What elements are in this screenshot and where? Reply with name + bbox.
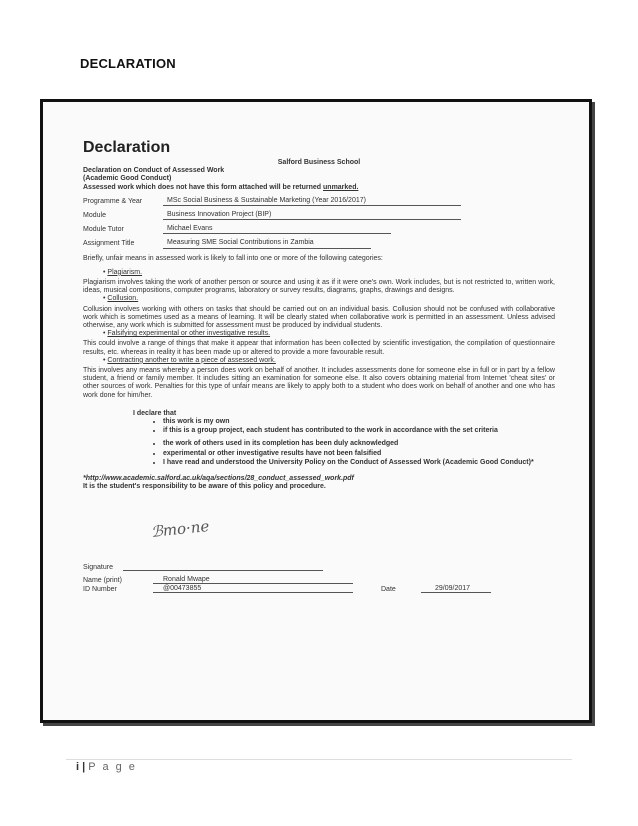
- page-heading: DECLARATION: [80, 56, 176, 71]
- declare-block: [133, 410, 555, 467]
- category-name: Contracting another to write a piece of assessed work.: [107, 356, 276, 364]
- list-item: • I have read and understood the University Policy on the Conduct of Assessed Work (Academic Good Conduct)*: [163, 459, 555, 467]
- handwritten-signature: ℬmo·ne: [150, 516, 211, 542]
- category-name: Falsifying experimental or other investigative results.: [107, 330, 271, 338]
- footer-separator: |: [82, 761, 86, 773]
- date-value: 29/09/2017: [421, 585, 491, 593]
- list-item: • experimental or other investigative results have not been falsified: [163, 450, 555, 458]
- form-subtitle-1: Declaration on Conduct of Assessed Work: [83, 167, 225, 175]
- intro-text: Briefly, unfair means in assessed work is likely to fall into one or more of the following categories:: [83, 254, 383, 262]
- category-text: This could involve a range of things that make it appear that information has been collected by scientific investigation, the compilation of questionnaire results, etc. whereas in reality it has been made up or altered to provide a more favourable result.: [83, 340, 555, 356]
- scanned-declaration-form: [40, 99, 592, 723]
- category-text: Plagiarism involves taking the work of another person or source and using it as if it were one's own. Work includes, but is not restricted to, written work, ideas, musical compositions, computer programs, laboratory or survey results, diagrams, graphs, drawings and designs.: [83, 279, 555, 295]
- form-title: Declaration: [83, 139, 171, 156]
- list-item: • if this is a group project, each student has contributed to the work in accordance with the set criteria: [163, 427, 555, 435]
- category-text: This involves any means whereby a person does work on behalf of another. It includes assessments done for someone else in full or in part by a fellow student, a friend or family member. It includes sitting an examination for someone else. It also covers obtaining material from Internet 'cheat sites' or other sources of work. Penalties for this type of unfair means are likely to apply both to a student who does work on behalf of another and one who has work done for him/her.: [83, 367, 555, 399]
- field-value: Michael Evans: [163, 225, 391, 234]
- policy-link[interactable]: *http://www.academic.salford.ac.uk/aqa/sections/28_conduct_assessed_work.pdf: [83, 475, 354, 483]
- field-value: Measuring SME Social Contributions in Zambia: [163, 239, 371, 248]
- id-label: ID Number: [83, 586, 117, 593]
- category-heading: • Contracting another to write a piece of assessed work.: [103, 356, 276, 364]
- field-label: Module Tutor: [83, 226, 124, 234]
- page-word: P a g e: [88, 761, 137, 773]
- field-value: MSc Social Business & Sustainable Marketing (Year 2016/2017): [163, 197, 461, 206]
- category-name: Collusion.: [107, 295, 139, 303]
- field-module: [83, 211, 555, 220]
- name-label: Name (print): [83, 577, 122, 584]
- list-item: • the work of others used in its completion has been duly acknowledged: [163, 440, 555, 448]
- date-label: Date: [381, 586, 396, 593]
- id-value: @00473855: [153, 585, 353, 593]
- form-warning: [83, 184, 555, 192]
- signature-label: Signature: [83, 564, 113, 571]
- field-label: Assignment Title: [83, 240, 135, 248]
- declare-heading: I declare that: [133, 409, 177, 417]
- category-heading: • Falsifying experimental or other investigative results.: [103, 330, 271, 338]
- category-heading: • Plagiarism.: [103, 268, 143, 276]
- category-name: Plagiarism.: [107, 268, 143, 276]
- name-value: Ronald Mwape: [153, 576, 353, 584]
- list-item: • this work is my own: [163, 418, 555, 426]
- page-footer: [76, 761, 137, 773]
- field-label: Programme & Year: [83, 197, 143, 205]
- id-date-row: [83, 585, 555, 593]
- field-module-tutor: [83, 225, 555, 234]
- page-number: i: [76, 761, 80, 773]
- responsibility-text: It is the student's responsibility to be aware of this policy and procedure.: [83, 483, 326, 491]
- category-text: Collusion involves working with others on tasks that should be carried out on an individual basis. Collusion should not be confused with collaborative work which is sometimes used as a means of learning. It will be clearly stated when collaborative work is permitted in an assessment. Unless advised otherwise, any work which is submitted for assessment must be produced by individual students.: [83, 305, 555, 330]
- declare-list: [163, 418, 555, 467]
- field-programme: [83, 197, 555, 206]
- form-content: [83, 139, 555, 492]
- signature-row: [83, 563, 555, 571]
- field-assignment-title: [83, 239, 555, 248]
- footer-divider: [66, 759, 572, 760]
- warning-text: Assessed work which does not have this form attached will be returned: [83, 183, 324, 191]
- field-value: Business Innovation Project (BIP): [163, 211, 461, 220]
- field-label: Module: [83, 212, 106, 220]
- form-subtitle-2: (Academic Good Conduct): [83, 175, 172, 183]
- signature-line: [123, 563, 323, 571]
- category-heading: • Collusion.: [103, 295, 139, 303]
- school-name: Salford Business School: [277, 159, 361, 166]
- warning-emphasis: unmarked.: [323, 183, 359, 191]
- name-row: [83, 576, 555, 584]
